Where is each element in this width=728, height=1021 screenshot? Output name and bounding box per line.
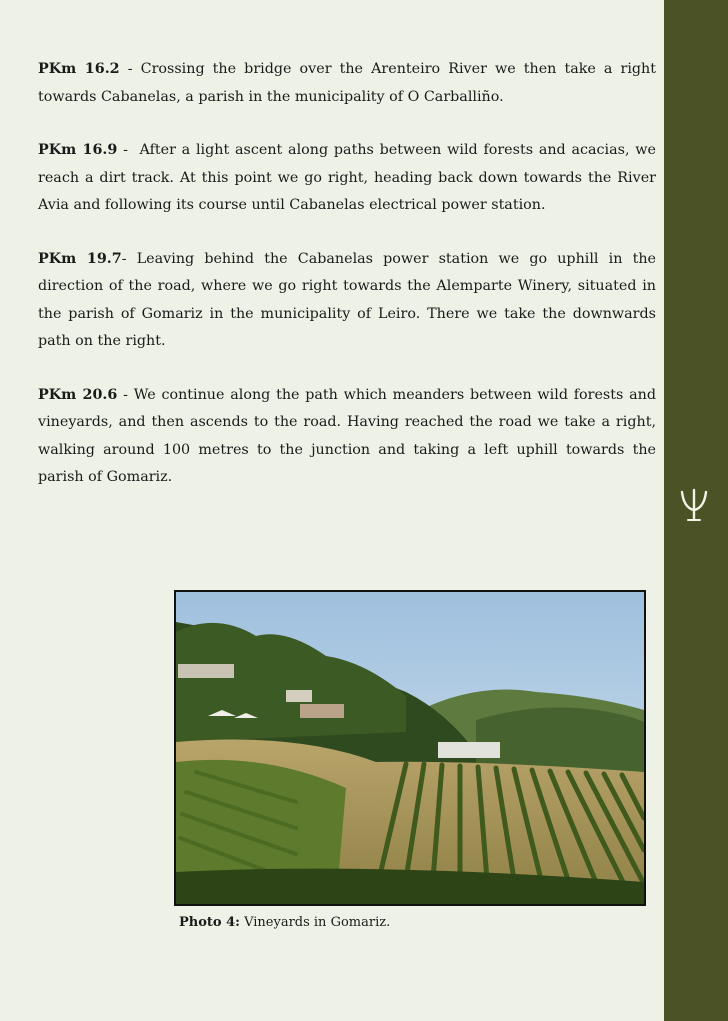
paragraph-sep: - — [119, 61, 141, 77]
paragraph-text: After a light ascent along paths between wild forests and acacias, we reach a dirt track. At this point we go right, heading back down towards the River Avia and following its course until Cabanelas electrical power station. — [38, 142, 656, 213]
page-text — [38, 56, 656, 518]
paragraph-label: PKm 16.2 — [38, 61, 120, 77]
paragraph-label: PKm 16.9 — [38, 142, 118, 158]
paragraph-pkm-20-6 — [38, 382, 656, 492]
paragraph-pkm-16-2 — [38, 56, 656, 111]
paragraph-text: Crossing the bridge over the Arenteiro River we then take a right towards Cabanelas, a parish in the municipality of O Carballiño. — [38, 61, 657, 105]
paragraph-pkm-16-9 — [38, 137, 656, 220]
paragraph-text: Leaving behind the Cabanelas power station we go uphill in the direction of the road, where we go right towards the Alemparte Winery, situated in the parish of Gomariz in the municipality of Leiro. There we take the downwards path on the right. — [38, 250, 656, 349]
paragraph-sep: - — [121, 250, 137, 267]
paragraph-pkm-19-7 — [38, 246, 656, 356]
paragraph-sep: - — [117, 142, 140, 158]
vineyard-photo-illustration — [176, 592, 644, 904]
paragraph-label: PKm 20.6 — [38, 386, 118, 403]
paragraph-label: PKm 19.7 — [38, 250, 122, 267]
paragraph-text: We continue along the path which meanders between wild forests and vineyards, and then ascends to the road. Having reached the road we take a right, walking around 100 metres to the junction and taking a left uphill towards the parish of Gomariz. — [38, 386, 656, 485]
vineyard-photo — [174, 590, 646, 906]
psi-symbol-icon — [676, 486, 712, 526]
caption-label: Photo 4: — [179, 915, 240, 930]
photo-caption — [179, 913, 390, 933]
paragraph-sep: - — [117, 386, 134, 403]
caption-text: Vineyards in Gomariz. — [239, 915, 391, 930]
